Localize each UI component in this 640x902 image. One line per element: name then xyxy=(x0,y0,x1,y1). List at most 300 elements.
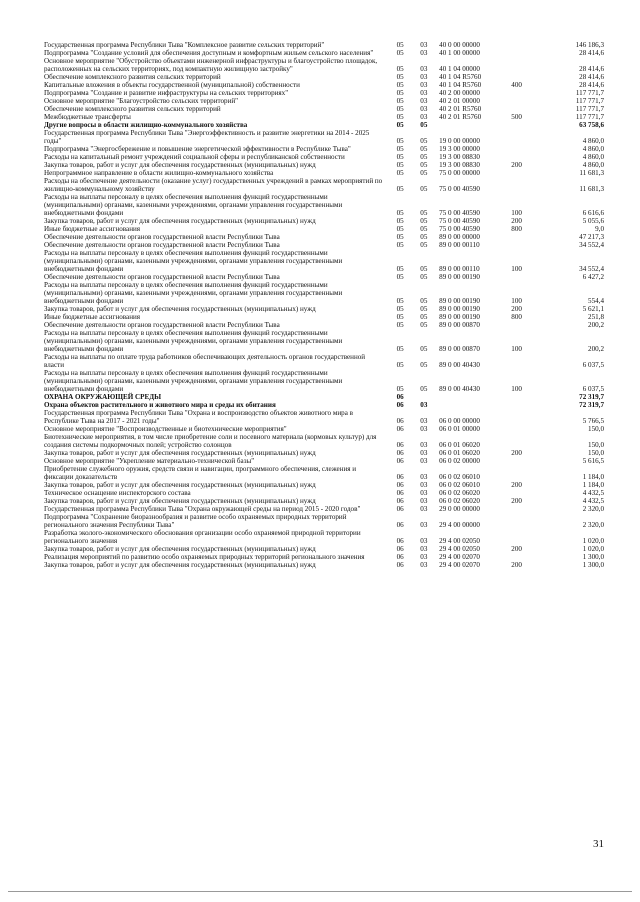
row-subsection: 05 xyxy=(420,169,428,177)
row-subsection: 05 xyxy=(420,161,428,169)
row-amount: 1 300,0 xyxy=(582,561,604,569)
row-subsection: 05 xyxy=(420,153,428,161)
row-subsection: 03 xyxy=(420,497,428,505)
table-row xyxy=(44,497,604,505)
row-name: Основное мероприятие "Обустройство объектами инженерной инфраструктуры и благоустройство площадок, расположенных на сельских территориях, под компактную жилищную застройку" xyxy=(44,57,378,73)
row-subsection: 03 xyxy=(420,97,428,105)
row-expense-type xyxy=(509,513,546,529)
row-expense-type xyxy=(509,529,546,545)
row-section: 06 xyxy=(396,489,404,497)
row-name: Основное мероприятие "Укрепление материально-технической базы" xyxy=(44,457,255,465)
row-name: Основное мероприятие "Благоустройство сельских территорий" xyxy=(44,97,239,105)
row-target-code: 40 0 00 00000 xyxy=(439,41,480,49)
row-expense-type xyxy=(509,433,546,449)
row-section: 05 xyxy=(396,241,404,249)
row-target-code: 06 0 02 06020 xyxy=(439,497,480,505)
row-target-code: 89 0 00 00870 xyxy=(439,321,480,329)
row-section: 05 xyxy=(396,161,404,169)
table-row xyxy=(44,305,604,313)
table-row xyxy=(44,193,604,217)
row-expense-type: 200 xyxy=(511,217,522,225)
row-expense-type xyxy=(509,465,546,481)
row-section: 06 xyxy=(396,417,404,425)
row-amount: 554,4 xyxy=(588,297,604,305)
row-section: 05 xyxy=(396,345,404,353)
row-amount: 1 184,0 xyxy=(582,481,604,489)
row-expense-type xyxy=(509,89,546,97)
row-expense-type xyxy=(509,393,546,401)
row-expense-type: 800 xyxy=(511,225,522,233)
row-name: Межбюджетные трансферты xyxy=(44,113,131,121)
row-section: 05 xyxy=(396,121,404,129)
row-amount: 5 766,5 xyxy=(582,417,604,425)
row-subsection: 03 xyxy=(420,481,428,489)
table-row xyxy=(44,81,604,89)
row-expense-type xyxy=(509,425,546,433)
table-row xyxy=(44,57,604,73)
table-row xyxy=(44,313,604,321)
row-section: 05 xyxy=(396,169,404,177)
row-section: 06 xyxy=(396,449,404,457)
row-section: 05 xyxy=(396,113,404,121)
row-expense-type xyxy=(509,489,546,497)
row-target-code: 06 0 02 06010 xyxy=(439,481,480,489)
row-amount: 6 037,5 xyxy=(582,361,604,369)
row-name: Реализация мероприятий по развитию особо охраняемых природных территорий регионального значения xyxy=(44,553,365,561)
table-row xyxy=(44,113,604,121)
row-subsection: 05 xyxy=(420,345,428,353)
row-expense-type: 200 xyxy=(511,481,522,489)
row-expense-type xyxy=(509,233,546,241)
row-name: Закупка товаров, работ и услуг для обеспечения государственных (муниципальных) нужд xyxy=(44,305,316,313)
row-name: Биотехнические мероприятия, в том числе приобретение соли и посевного материала (кормовых культур) для создания системы подкормочных полей; устройство солонцов xyxy=(44,433,377,449)
row-amount: 251,8 xyxy=(588,313,604,321)
row-section: 06 xyxy=(396,401,404,409)
row-target-code: 19 0 00 00000 xyxy=(439,137,480,145)
row-section: 05 xyxy=(396,49,404,57)
row-amount: 6 427,2 xyxy=(582,273,604,281)
row-subsection: 05 xyxy=(420,265,428,273)
row-amount: 72 319,7 xyxy=(579,393,604,401)
row-subsection: 03 xyxy=(420,521,428,529)
row-target-code: 06 0 01 00000 xyxy=(439,425,480,433)
row-expense-type: 100 xyxy=(511,265,522,273)
row-amount: 4 860,0 xyxy=(582,161,604,169)
row-section: 05 xyxy=(396,65,404,73)
row-section: 06 xyxy=(396,481,404,489)
row-amount: 1 300,0 xyxy=(582,553,604,561)
row-name: Закупка товаров, работ и услуг для обеспечения государственных (муниципальных) нужд xyxy=(44,449,316,457)
row-name: Государственная программа Республики Тыва "Комплексное развитие сельских территорий" xyxy=(44,41,325,49)
row-target-code: 06 0 01 06020 xyxy=(439,441,480,449)
table-row xyxy=(44,481,604,489)
row-target-code: 06 0 02 00000 xyxy=(439,457,480,465)
row-subsection: 05 xyxy=(420,241,428,249)
row-subsection: 03 xyxy=(420,489,428,497)
row-subsection: 03 xyxy=(420,401,428,409)
row-section: 05 xyxy=(396,273,404,281)
row-subsection: 05 xyxy=(420,321,428,329)
row-name: Расходы на выплаты персоналу в целях обеспечения выполнения функций государственными (муниципальными) органами, казенными учреждениями, органами управления государственными внебюджетными фондами xyxy=(44,193,343,217)
table-row xyxy=(44,321,604,329)
row-section: 05 xyxy=(396,265,404,273)
row-amount: 6 037,5 xyxy=(582,385,604,393)
row-target-code: 75 0 00 40590 xyxy=(439,209,480,217)
row-name: Обеспечение деятельности органов государственной власти Республики Тыва xyxy=(44,273,280,281)
row-amount: 117 771,7 xyxy=(575,97,604,105)
row-amount: 47 217,3 xyxy=(579,233,604,241)
row-name: Подпрограмма "Энергосбережение и повышение энергетической эффективности в Республике Тыва" xyxy=(44,145,351,153)
row-section: 05 xyxy=(396,137,404,145)
row-expense-type: 200 xyxy=(511,497,522,505)
row-expense-type xyxy=(509,177,546,193)
row-target-code: 89 0 00 40430 xyxy=(439,385,480,393)
row-name: Закупка товаров, работ и услуг для обеспечения государственных (муниципальных) нужд xyxy=(44,561,316,569)
row-amount: 5 055,6 xyxy=(582,217,604,225)
table-row xyxy=(44,489,604,497)
row-name: Обеспечение комплексного развития сельских территорий xyxy=(44,73,221,81)
row-expense-type xyxy=(509,409,546,425)
table-row xyxy=(44,41,604,49)
row-expense-type xyxy=(509,97,546,105)
row-name: Подпрограмма "Создание условий для обеспечения доступным и комфортным жильем сельского населения" xyxy=(44,49,374,57)
row-expense-type xyxy=(509,129,546,145)
row-section: 06 xyxy=(396,425,404,433)
row-amount: 34 552,4 xyxy=(579,241,604,249)
row-subsection: 03 xyxy=(420,105,428,113)
row-section: 05 xyxy=(396,305,404,313)
row-subsection: 03 xyxy=(420,113,428,121)
row-subsection: 03 xyxy=(420,65,428,73)
row-amount: 2 320,0 xyxy=(582,521,604,529)
row-subsection: 03 xyxy=(420,417,428,425)
row-section: 06 xyxy=(396,393,404,401)
row-name: ОХРАНА ОКРУЖАЮЩЕЙ СРЕДЫ xyxy=(44,393,162,401)
row-subsection: 03 xyxy=(420,505,428,513)
table-row xyxy=(44,89,604,97)
row-target-code: 29 4 00 00000 xyxy=(439,521,480,529)
row-subsection: 05 xyxy=(420,313,428,321)
row-subsection: 03 xyxy=(420,561,428,569)
row-expense-type xyxy=(509,121,546,129)
row-amount: 146 186,3 xyxy=(575,41,604,49)
row-section: 05 xyxy=(396,385,404,393)
row-subsection: 05 xyxy=(420,305,428,313)
row-subsection: 03 xyxy=(420,441,428,449)
row-section: 06 xyxy=(396,497,404,505)
table-row xyxy=(44,105,604,113)
row-amount: 28 414,6 xyxy=(579,81,604,89)
row-expense-type xyxy=(509,457,546,465)
row-target-code: 40 2 01 R5760 xyxy=(439,113,482,121)
row-expense-type: 200 xyxy=(511,545,522,553)
row-target-code xyxy=(435,393,509,401)
row-name: Другие вопросы в области жилищно-коммунального хозяйства xyxy=(44,121,248,129)
row-section: 06 xyxy=(396,553,404,561)
row-subsection: 03 xyxy=(420,49,428,57)
row-subsection: 05 xyxy=(420,209,428,217)
row-amount: 1 184,0 xyxy=(582,473,604,481)
table-row xyxy=(44,369,604,393)
row-target-code: 75 0 00 40590 xyxy=(439,225,480,233)
row-subsection: 05 xyxy=(420,385,428,393)
row-target-code: 40 2 00 00000 xyxy=(439,89,480,97)
table-row xyxy=(44,241,604,249)
row-section: 05 xyxy=(396,105,404,113)
row-name: Расходы на выплаты персоналу в целях обеспечения выполнения функций государственными (муниципальными) органами, казенными учреждениями, органами управления государственными внебюджетными фондами xyxy=(44,249,343,273)
row-section: 05 xyxy=(396,361,404,369)
row-name: Непрограммное направление в области жилищно-коммунального хозяйства xyxy=(44,169,274,177)
table-row xyxy=(44,73,604,81)
row-name: Государственная программа Республики Тыва "Охрана окружающей среды на период 2015 - 2020 годов" xyxy=(44,505,361,513)
row-subsection: 05 xyxy=(420,145,428,153)
row-amount: 28 414,6 xyxy=(579,49,604,57)
row-amount: 1 020,0 xyxy=(582,537,604,545)
row-amount: 200,2 xyxy=(588,321,604,329)
row-target-code: 06 0 01 06020 xyxy=(439,449,480,457)
row-amount: 4 860,0 xyxy=(582,145,604,153)
table-row xyxy=(44,393,604,401)
row-target-code: 40 1 04 R5760 xyxy=(439,81,482,89)
table-row xyxy=(44,433,604,449)
table-row xyxy=(44,457,604,465)
row-expense-type xyxy=(509,57,546,73)
row-expense-type xyxy=(509,241,546,249)
row-target-code: 29 4 00 02050 xyxy=(439,545,480,553)
row-target-code: 29 4 00 02050 xyxy=(439,537,480,545)
row-expense-type: 200 xyxy=(511,449,522,457)
row-target-code: 06 0 02 06020 xyxy=(439,489,480,497)
table-row xyxy=(44,513,604,529)
row-target-code: 89 0 00 00110 xyxy=(439,241,480,249)
row-name: Техническое оснащение инспекторского состава xyxy=(44,489,191,497)
row-expense-type xyxy=(509,49,546,57)
table-row xyxy=(44,281,604,305)
row-target-code: 89 0 00 00110 xyxy=(439,265,480,273)
row-name: Основное мероприятие "Воспроизводственные и биотехнические мероприятия" xyxy=(44,425,287,433)
row-subsection xyxy=(413,393,436,401)
row-subsection: 05 xyxy=(420,121,428,129)
row-name: Расходы на выплаты персоналу в целях обеспечения выполнения функций государственными (муниципальными) органами, казенными учреждениями, органами управления государственными внебюджетными фондами xyxy=(44,369,343,393)
row-target-code: 89 0 00 00000 xyxy=(439,233,480,241)
table-row xyxy=(44,225,604,233)
row-name: Капитальные вложения в объекты государственной (муниципальной) собственности xyxy=(44,81,300,89)
row-section: 06 xyxy=(396,545,404,553)
row-target-code: 89 0 00 00190 xyxy=(439,305,480,313)
row-expense-type xyxy=(509,353,546,369)
row-target-code: 06 0 02 06010 xyxy=(439,473,480,481)
row-subsection: 03 xyxy=(420,545,428,553)
row-name: Подпрограмма "Создание и развитие инфраструктуры на сельских территориях" xyxy=(44,89,289,97)
row-amount: 4 860,0 xyxy=(582,137,604,145)
table-row xyxy=(44,449,604,457)
row-name: Иные бюджетные ассигнования xyxy=(44,313,141,321)
row-target-code: 75 0 00 00000 xyxy=(439,169,480,177)
row-expense-type: 200 xyxy=(511,561,522,569)
row-target-code: 06 0 00 00000 xyxy=(439,417,480,425)
row-section: 05 xyxy=(396,217,404,225)
table-row xyxy=(44,545,604,553)
row-section: 05 xyxy=(396,297,404,305)
row-subsection: 03 xyxy=(420,473,428,481)
row-subsection: 03 xyxy=(420,41,428,49)
budget-table-page xyxy=(44,41,604,569)
table-row xyxy=(44,169,604,177)
row-expense-type xyxy=(509,41,546,49)
row-expense-type xyxy=(509,553,546,561)
row-name: Обеспечение деятельности органов государственной власти Республики Тыва xyxy=(44,321,280,329)
row-expense-type: 200 xyxy=(511,161,522,169)
row-section: 05 xyxy=(396,209,404,217)
row-name: Подпрограмма "Сохранение биоразнообразия и развитие особо охраняемых природных территорий регионального значения Республики Тыва" xyxy=(44,513,347,529)
table-row xyxy=(44,273,604,281)
table-row xyxy=(44,529,604,545)
row-section: 06 xyxy=(396,505,404,513)
row-subsection: 05 xyxy=(420,297,428,305)
row-name: Охрана объектов растительного и животного мира и среды их обитания xyxy=(44,401,276,409)
row-amount: 9,0 xyxy=(595,225,604,233)
table-row xyxy=(44,425,604,433)
table-row xyxy=(44,561,604,569)
row-section: 05 xyxy=(396,233,404,241)
row-subsection: 03 xyxy=(420,537,428,545)
row-target-code: 89 0 00 00190 xyxy=(439,297,480,305)
row-subsection: 03 xyxy=(420,73,428,81)
table-row xyxy=(44,177,604,193)
row-expense-type xyxy=(509,505,546,513)
row-name: Разработка эколого-экономического обоснования организации особо охраняемой природной территории регионального значения xyxy=(44,529,361,545)
table-row xyxy=(44,329,604,353)
row-name: Государственная программа Республики Тыва "Энергоэффективность и развитие энергетики на 2014 - 2025 годы" xyxy=(44,129,370,145)
table-row xyxy=(44,465,604,481)
row-section: 05 xyxy=(396,225,404,233)
row-subsection: 03 xyxy=(420,89,428,97)
row-amount: 72 319,7 xyxy=(579,401,604,409)
row-section: 06 xyxy=(396,561,404,569)
row-name: Приобретение служебного оружия, средств связи и навигации, программного обеспечения, слежения и фиксации доказательств xyxy=(44,465,357,481)
row-target-code: 75 0 00 40590 xyxy=(439,217,480,225)
row-target-code: 29 0 00 00000 xyxy=(439,505,480,513)
row-name: Закупка товаров, работ и услуг для обеспечения государственных (муниципальных) нужд xyxy=(44,481,316,489)
row-name: Обеспечение комплексного развития сельских территорий xyxy=(44,105,221,113)
row-target-code: 40 2 01 R5760 xyxy=(439,105,482,113)
row-name: Расходы на выплаты по оплате труда работников обеспечивающих деятельность органов государственной власти xyxy=(44,353,366,369)
row-amount: 117 771,7 xyxy=(575,89,604,97)
row-expense-type xyxy=(509,145,546,153)
page-number: 31 xyxy=(593,838,604,850)
row-section: 06 xyxy=(396,521,404,529)
row-subsection: 03 xyxy=(420,457,428,465)
row-subsection: 05 xyxy=(420,361,428,369)
row-section: 06 xyxy=(396,441,404,449)
row-target-code: 89 0 00 00870 xyxy=(439,345,480,353)
row-expense-type: 100 xyxy=(511,385,522,393)
row-expense-type xyxy=(509,73,546,81)
row-expense-type xyxy=(509,169,546,177)
row-amount: 4 860,0 xyxy=(582,153,604,161)
row-amount: 117 771,7 xyxy=(575,113,604,121)
row-name: Обеспечение деятельности органов государственной власти Республики Тыва xyxy=(44,233,280,241)
row-amount: 150,0 xyxy=(588,441,604,449)
table-row xyxy=(44,553,604,561)
row-amount: 28 414,6 xyxy=(579,73,604,81)
row-subsection: 05 xyxy=(420,273,428,281)
row-expense-type: 100 xyxy=(511,297,522,305)
row-subsection: 05 xyxy=(420,225,428,233)
row-amount: 11 681,3 xyxy=(579,185,604,193)
table-row xyxy=(44,353,604,369)
table-row xyxy=(44,217,604,225)
row-section: 05 xyxy=(396,313,404,321)
row-section: 05 xyxy=(396,73,404,81)
row-expense-type xyxy=(509,321,546,329)
row-name: Закупка товаров, работ и услуг для обеспечения государственных (муниципальных) нужд xyxy=(44,497,316,505)
row-amount: 63 758,6 xyxy=(579,121,604,129)
row-expense-type xyxy=(509,153,546,161)
row-target-code xyxy=(435,121,509,129)
row-section: 05 xyxy=(396,97,404,105)
row-expense-type: 100 xyxy=(511,345,522,353)
table-row xyxy=(44,121,604,129)
row-subsection: 05 xyxy=(420,217,428,225)
row-section: 06 xyxy=(396,457,404,465)
row-amount: 1 020,0 xyxy=(582,545,604,553)
row-expense-type xyxy=(509,105,546,113)
row-name: Расходы на капитальный ремонт учреждений социальной сферы и республиканской собственности xyxy=(44,153,345,161)
row-section: 05 xyxy=(396,153,404,161)
row-target-code: 75 0 00 40590 xyxy=(439,185,480,193)
row-target-code: 40 1 00 00000 xyxy=(439,49,480,57)
row-expense-type xyxy=(509,401,546,409)
row-target-code: 19 3 00 08830 xyxy=(439,153,480,161)
row-name: Иные бюджетные ассигнования xyxy=(44,225,141,233)
row-name: Расходы на выплаты персоналу в целях обеспечения выполнения функций государственными (муниципальными) органами, казенными учреждениями, органами управления государственными внебюджетными фондами xyxy=(44,329,343,353)
table-row xyxy=(44,505,604,513)
table-row xyxy=(44,97,604,105)
page-bottom-rule xyxy=(8,891,632,892)
row-subsection: 03 xyxy=(420,81,428,89)
row-subsection: 03 xyxy=(420,553,428,561)
table-row xyxy=(44,145,604,153)
row-amount: 150,0 xyxy=(588,425,604,433)
row-section: 05 xyxy=(396,81,404,89)
row-amount: 200,2 xyxy=(588,345,604,353)
table-row xyxy=(44,401,604,409)
row-expense-type xyxy=(509,273,546,281)
row-section: 05 xyxy=(396,185,404,193)
row-amount: 117 771,7 xyxy=(575,105,604,113)
row-name: Закупка товаров, работ и услуг для обеспечения государственных (муниципальных) нужд xyxy=(44,217,316,225)
row-section: 05 xyxy=(396,89,404,97)
row-expense-type: 100 xyxy=(511,209,522,217)
row-section: 05 xyxy=(396,145,404,153)
row-target-code: 19 3 00 00000 xyxy=(439,145,480,153)
row-subsection: 03 xyxy=(420,449,428,457)
row-amount: 28 414,6 xyxy=(579,65,604,73)
row-name: Закупка товаров, работ и услуг для обеспечения государственных (муниципальных) нужд xyxy=(44,545,316,553)
row-target-code: 89 0 00 00190 xyxy=(439,313,480,321)
row-name: Расходы на обеспечение деятельности (оказание услуг) государственных учреждений в рамках мероприятий по жилищно-коммунальному хозяйству xyxy=(44,177,383,193)
row-subsection: 05 xyxy=(420,185,428,193)
row-expense-type: 500 xyxy=(511,113,522,121)
row-expense-type: 400 xyxy=(511,81,522,89)
row-amount: 11 681,3 xyxy=(579,169,604,177)
budget-table xyxy=(44,41,604,569)
row-target-code: 40 1 04 R5760 xyxy=(439,73,482,81)
row-subsection: 03 xyxy=(420,425,428,433)
row-expense-type: 200 xyxy=(511,305,522,313)
row-name: Обеспечение деятельности органов государственной власти Республики Тыва xyxy=(44,241,280,249)
